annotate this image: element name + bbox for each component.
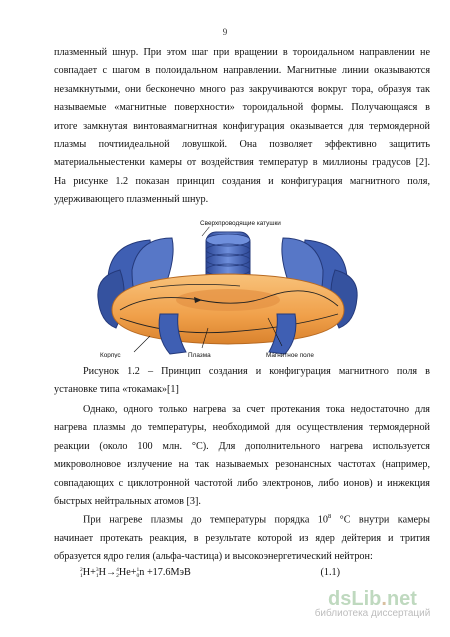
operator: +: [90, 567, 96, 578]
text-line: реакции (около 100 млн. °С). Для дополнительного нагрева используется: [54, 440, 430, 452]
symbol: He: [118, 567, 131, 578]
text-line: Однако, одного только нагрева за счет протекания тока недостаточно для: [83, 404, 430, 415]
text-line: материальныестенки камеры от воздействия температур в миллионы градусов [2].: [54, 157, 430, 169]
page-number: 9: [222, 27, 228, 37]
paragraph-1: [54, 44, 430, 210]
isotope-index: 1 0: [136, 566, 140, 579]
arrow-icon: →: [105, 567, 117, 578]
text-line: образуется ядро гелия (альфа-частица) и высокоэнергетический нейтрон:: [54, 551, 373, 563]
text-segment: °С внутри камеры: [331, 514, 430, 526]
watermark: [300, 588, 445, 619]
text-line: удерживающего плазменный шнур.: [54, 194, 209, 206]
energy-term: +17.6МэВ: [144, 567, 191, 578]
symbol: H: [98, 567, 106, 578]
symbol: H: [82, 567, 91, 578]
text-line: плазмы почтиидеальной ловушкой. Она позволяет эффективно защитить: [54, 139, 430, 151]
text-line: незамкнутыми, они бесконечно много раз закручиваются вокруг тора, образуя так: [54, 83, 430, 95]
text-line: [54, 508, 430, 530]
text-line: нагрева плазмы до температуры, необходимой для осуществления термоядерной: [54, 422, 430, 434]
operator: +: [130, 567, 137, 578]
watermark-subtitle: библиотека диссертаций: [314, 608, 431, 619]
paragraph-3: [54, 508, 430, 567]
text-line: На рисунке 1.2 показан принцип создания и конфигурация магнитного поля,: [54, 175, 430, 187]
text-line: совпадающих с циклотронной частотой либо электронов, либо ионов) и инжекция: [54, 477, 430, 489]
caption-line: Рисунок 1.2 – Принцип создания и конфигурация магнитного поля в: [83, 366, 430, 377]
text-segment: При нагреве плазмы до температуры порядка 10: [83, 514, 328, 526]
symbol: n: [139, 567, 145, 578]
isotope-index: 2 1: [80, 566, 83, 579]
text-line: совпадает с шагом в полоидальном направлении. Магнитные линии оказываются: [54, 65, 430, 77]
watermark-logo: dsLib.net: [328, 588, 417, 610]
text-line: начинает протекать реакция, в результате которой из ядер дейтерия и трития: [54, 532, 430, 544]
isotope-index: 4 2: [116, 566, 119, 579]
isotope-index: 3 1: [95, 566, 99, 579]
label-magnetic-field: Магнитное поле: [266, 352, 314, 358]
label-plasma: Плазма: [188, 352, 211, 358]
fusion-equation: [80, 566, 191, 580]
exponent: 8: [327, 513, 332, 520]
caption-line: установке типа «токамак»[1]: [54, 384, 179, 396]
plasma-torus: [112, 274, 344, 344]
equation-1-1: [80, 566, 340, 580]
figure-caption: [54, 363, 430, 400]
label-body: Корпус: [100, 352, 121, 358]
tokamak-figure: [90, 218, 365, 358]
text-line: называемые «магнитные поверхности» тороидальной формы. Получающаяся в: [54, 102, 430, 114]
text-line: микроволновое излучение на так называемых резонансных частотах (например,: [54, 459, 430, 471]
label-superconducting-coils: Сверхпроводящие катушки: [200, 220, 281, 227]
paragraph-2: [54, 401, 430, 511]
text-line: итоге замкнутая винтоваямагнитная конфигурация оказывается для термоядерной: [54, 120, 430, 132]
equation-number: (1.1): [320, 567, 340, 578]
text-line: быстрых нейтральных атомов [3].: [54, 496, 201, 508]
text-line: плазменный шнур. При этом шаг при вращении в тороидальном направлении не: [54, 47, 430, 58]
